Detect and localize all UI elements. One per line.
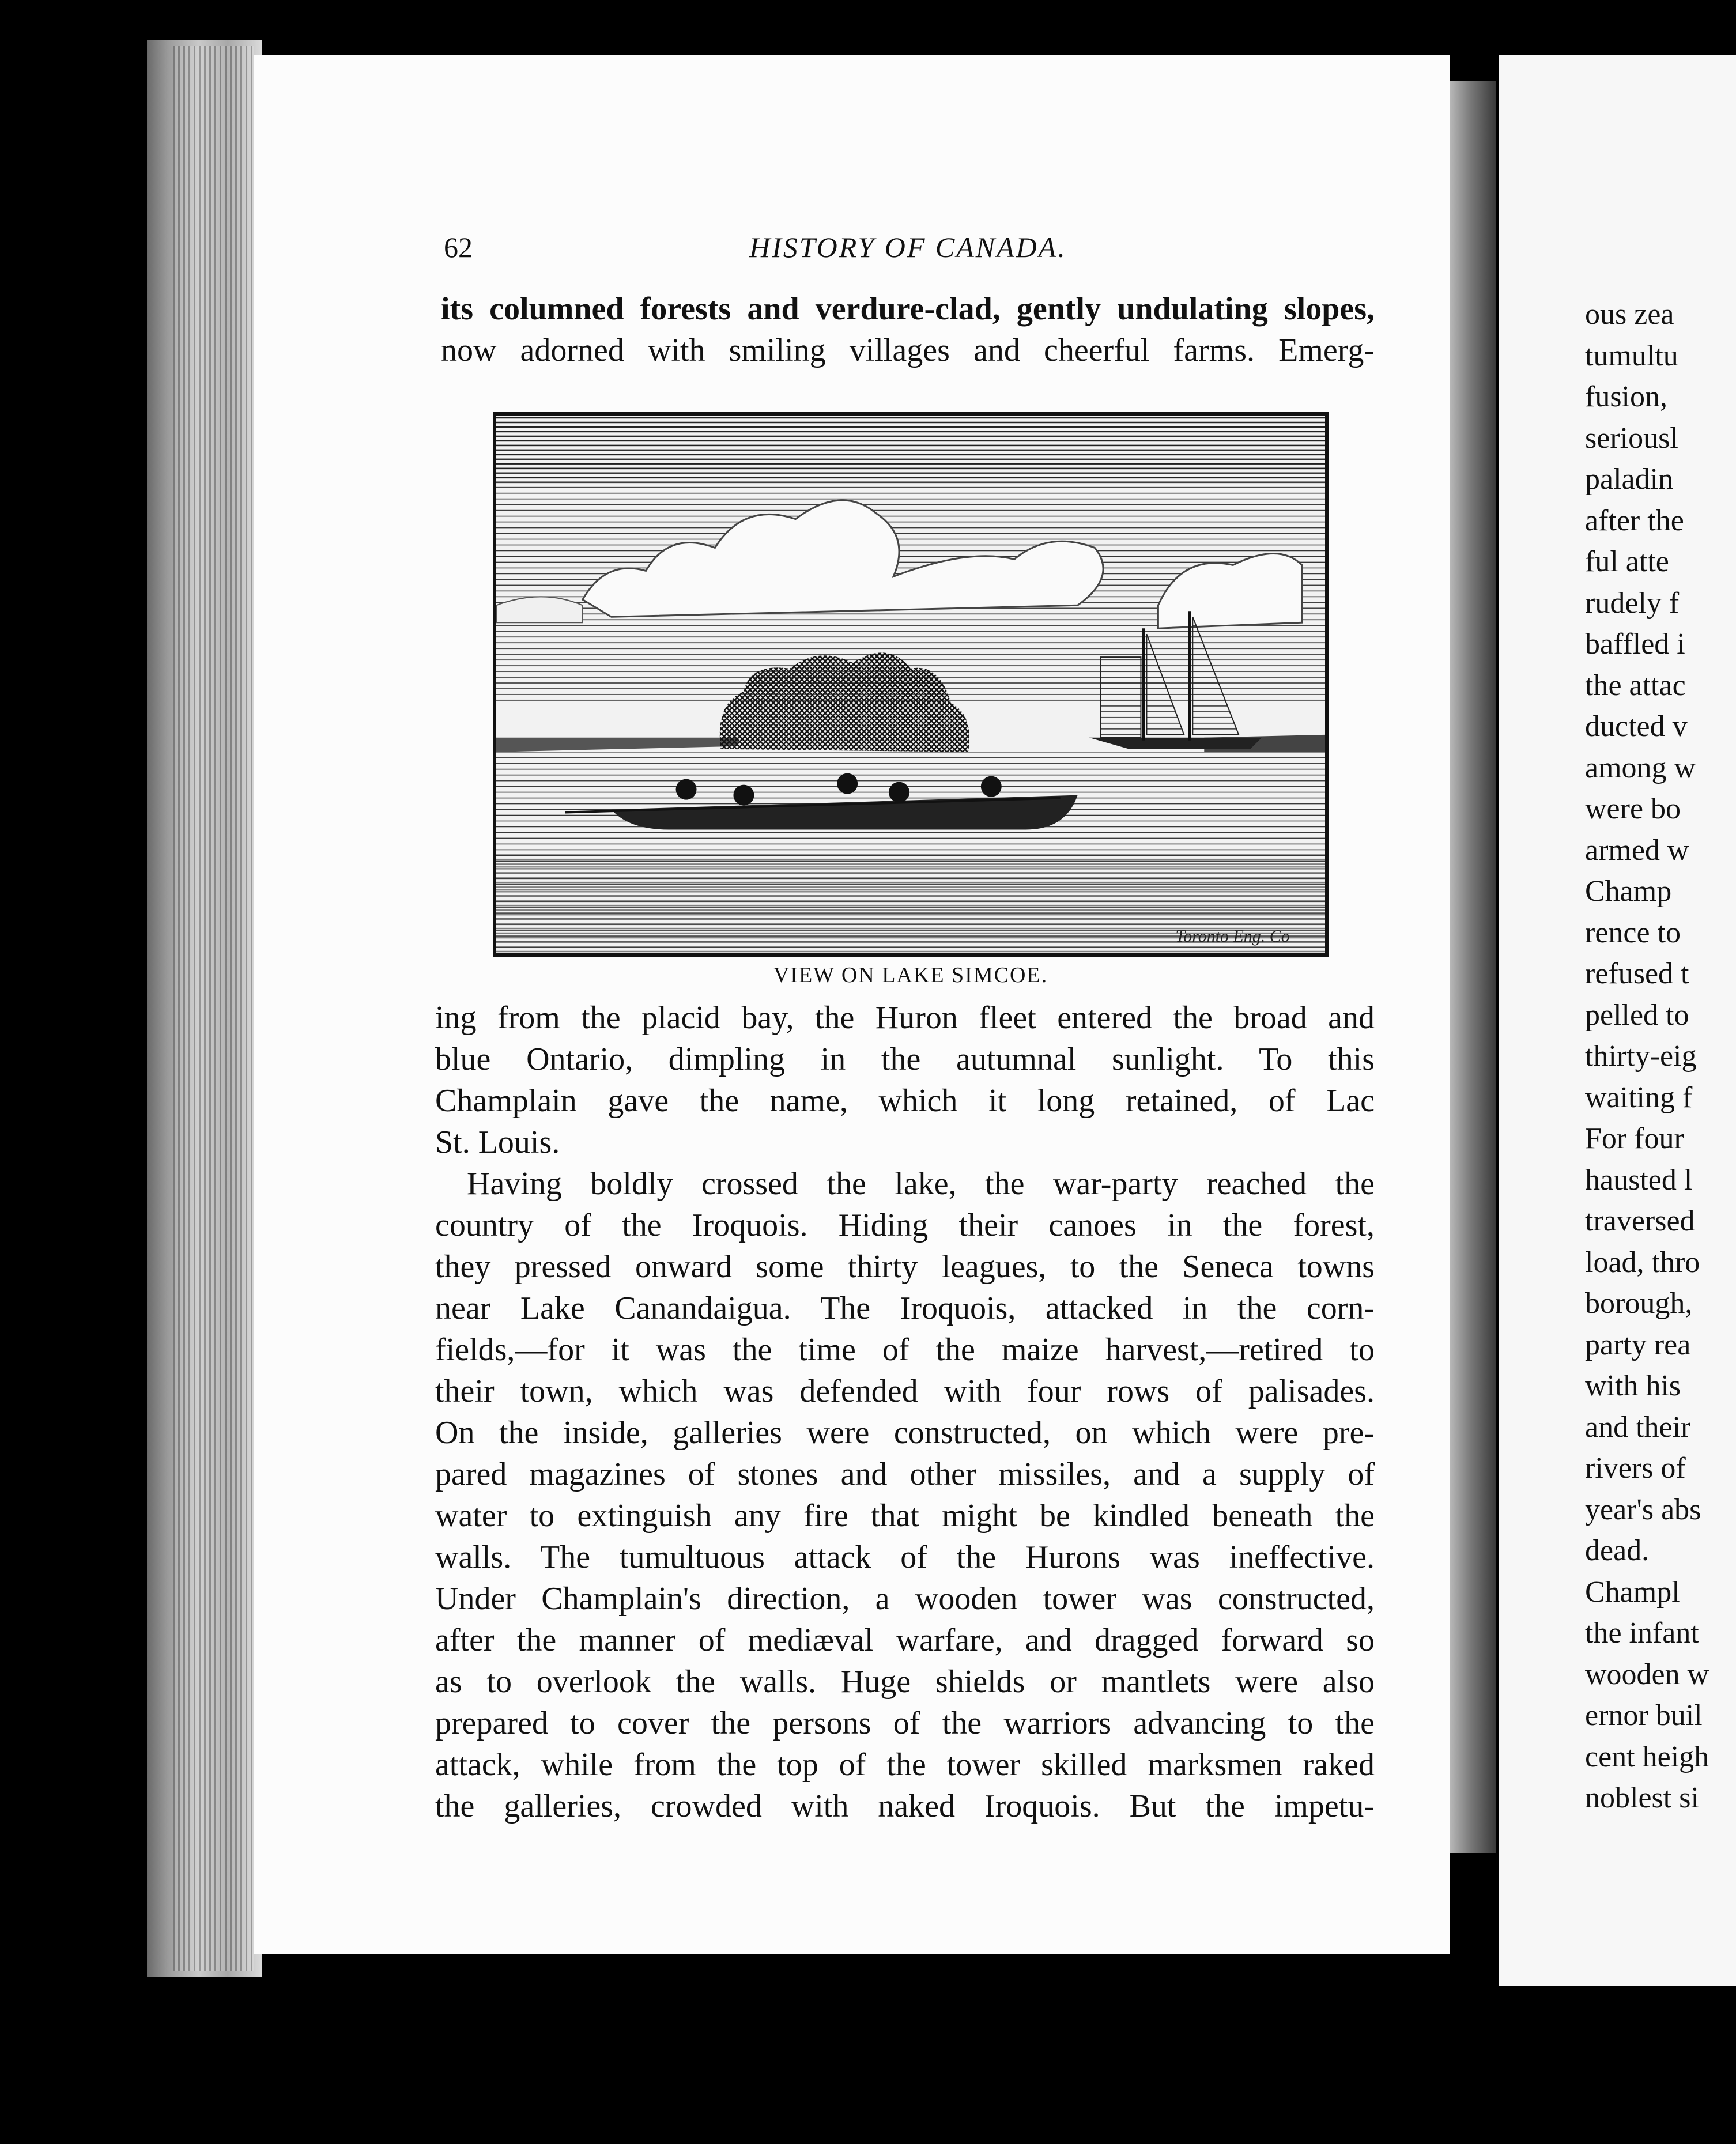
- text-line: ing from the placid bay, the Huron fleet entered the broad and: [435, 1000, 1375, 1036]
- text-line: rivers of: [1585, 1452, 1686, 1485]
- text-line: load, thro: [1585, 1245, 1700, 1279]
- text-line: traversed: [1585, 1205, 1695, 1237]
- text-line: ous zea: [1585, 298, 1674, 331]
- text-line: Under Champlain's direction, a wooden tower was constructed,: [435, 1581, 1375, 1617]
- text-line: now adorned with smiling villages and cheerful farms. Emerg-: [441, 333, 1375, 368]
- text-line: armed w: [1585, 833, 1689, 867]
- text-line: fusion,: [1585, 380, 1667, 413]
- text-line: fields,—for it was the time of the maize harvest,—retired to: [435, 1332, 1375, 1368]
- text-line: thirty-eig: [1585, 1040, 1697, 1073]
- engraver-signature: Toronto Eng. Co: [1175, 927, 1290, 946]
- text-line: For four: [1585, 1122, 1684, 1155]
- text-line: Champ: [1585, 875, 1672, 908]
- text-line: pelled to: [1585, 998, 1689, 1032]
- text-line: seriousl: [1585, 421, 1678, 455]
- running-title: HISTORY OF CANADA.: [749, 231, 1067, 263]
- text-line: party rea: [1585, 1328, 1691, 1361]
- text-line: the attac: [1585, 669, 1686, 702]
- text-line: as to overlook the walls. Huge shields or mantlets were also: [435, 1664, 1375, 1700]
- top-paragraph: [441, 288, 1375, 371]
- text-line: their town, which was defended with four rows of palisades.: [435, 1373, 1375, 1409]
- text-line: water to extinguish any fire that might be kindled beneath the: [435, 1498, 1375, 1534]
- text-line: On the inside, galleries were constructed, on which were pre-: [435, 1415, 1375, 1451]
- text-line: among w: [1585, 751, 1696, 784]
- text-line: and their: [1585, 1410, 1691, 1444]
- text-line: pared magazines of stones and other missiles, and a supply of: [435, 1456, 1375, 1492]
- text-line: were bo: [1585, 792, 1681, 825]
- text-line: the galleries, crowded with naked Iroquois. But the impetu-: [435, 1788, 1375, 1824]
- text-line: rence to: [1585, 916, 1681, 949]
- text-line: its columned forests and verdure-clad, gently undulating slopes,: [441, 291, 1375, 327]
- text-line: waiting f: [1585, 1081, 1693, 1114]
- text-line: walls. The tumultuous attack of the Hurons was ineffective.: [435, 1539, 1375, 1575]
- text-line: St. Louis.: [435, 1124, 560, 1160]
- text-line: after the manner of mediæval warfare, and dragged forward so: [435, 1622, 1375, 1658]
- body-text: [435, 997, 1375, 1827]
- text-line: Champl: [1585, 1575, 1680, 1609]
- text-line: noblest si: [1585, 1781, 1699, 1814]
- text-line: near Lake Canandaigua. The Iroquois, attacked in the corn-: [435, 1290, 1375, 1326]
- text-line: the infant: [1585, 1617, 1699, 1649]
- text-line: baffled i: [1585, 628, 1685, 660]
- text-line: cent heigh: [1585, 1740, 1709, 1773]
- text-line: refused t: [1585, 957, 1689, 990]
- illustration-caption: VIEW ON LAKE SIMCOE.: [773, 963, 1048, 987]
- text-line: paladin: [1585, 463, 1674, 496]
- text-line: Having boldly crossed the lake, the war-party reached the: [467, 1166, 1375, 1202]
- text-line: hausted l: [1585, 1163, 1693, 1196]
- text-line: wooden w: [1585, 1658, 1709, 1691]
- text-line: ducted v: [1585, 710, 1688, 743]
- text-line: prepared to cover the persons of the warriors advancing to the: [435, 1705, 1375, 1741]
- right-page-text: [1585, 294, 1736, 1819]
- text-line: with his: [1585, 1369, 1681, 1402]
- text-line: borough,: [1585, 1287, 1693, 1320]
- page-number: 62: [444, 231, 473, 263]
- text-line: ernor buil: [1585, 1699, 1703, 1732]
- text-line: attack, while from the top of the tower skilled marksmen raked: [435, 1747, 1375, 1783]
- text-line: year's abs: [1585, 1493, 1701, 1526]
- text-line: ful atte: [1585, 545, 1669, 578]
- text-line: tumultu: [1585, 339, 1678, 372]
- book-gutter-shadow: [1450, 81, 1496, 1853]
- illustration-lake-simcoe: [493, 412, 1329, 957]
- book-page-edge-lines: [173, 46, 254, 1971]
- text-line: dead.: [1585, 1534, 1650, 1567]
- text-line: blue Ontario, dimpling in the autumnal sunlight. To this: [435, 1041, 1375, 1077]
- text-line: after the: [1585, 504, 1684, 537]
- text-line: rudely f: [1585, 586, 1680, 620]
- text-line: country of the Iroquois. Hiding their canoes in the forest,: [435, 1207, 1375, 1243]
- text-line: Champlain gave the name, which it long retained, of Lac: [435, 1083, 1375, 1119]
- text-line: they pressed onward some thirty leagues, to the Seneca towns: [435, 1249, 1375, 1285]
